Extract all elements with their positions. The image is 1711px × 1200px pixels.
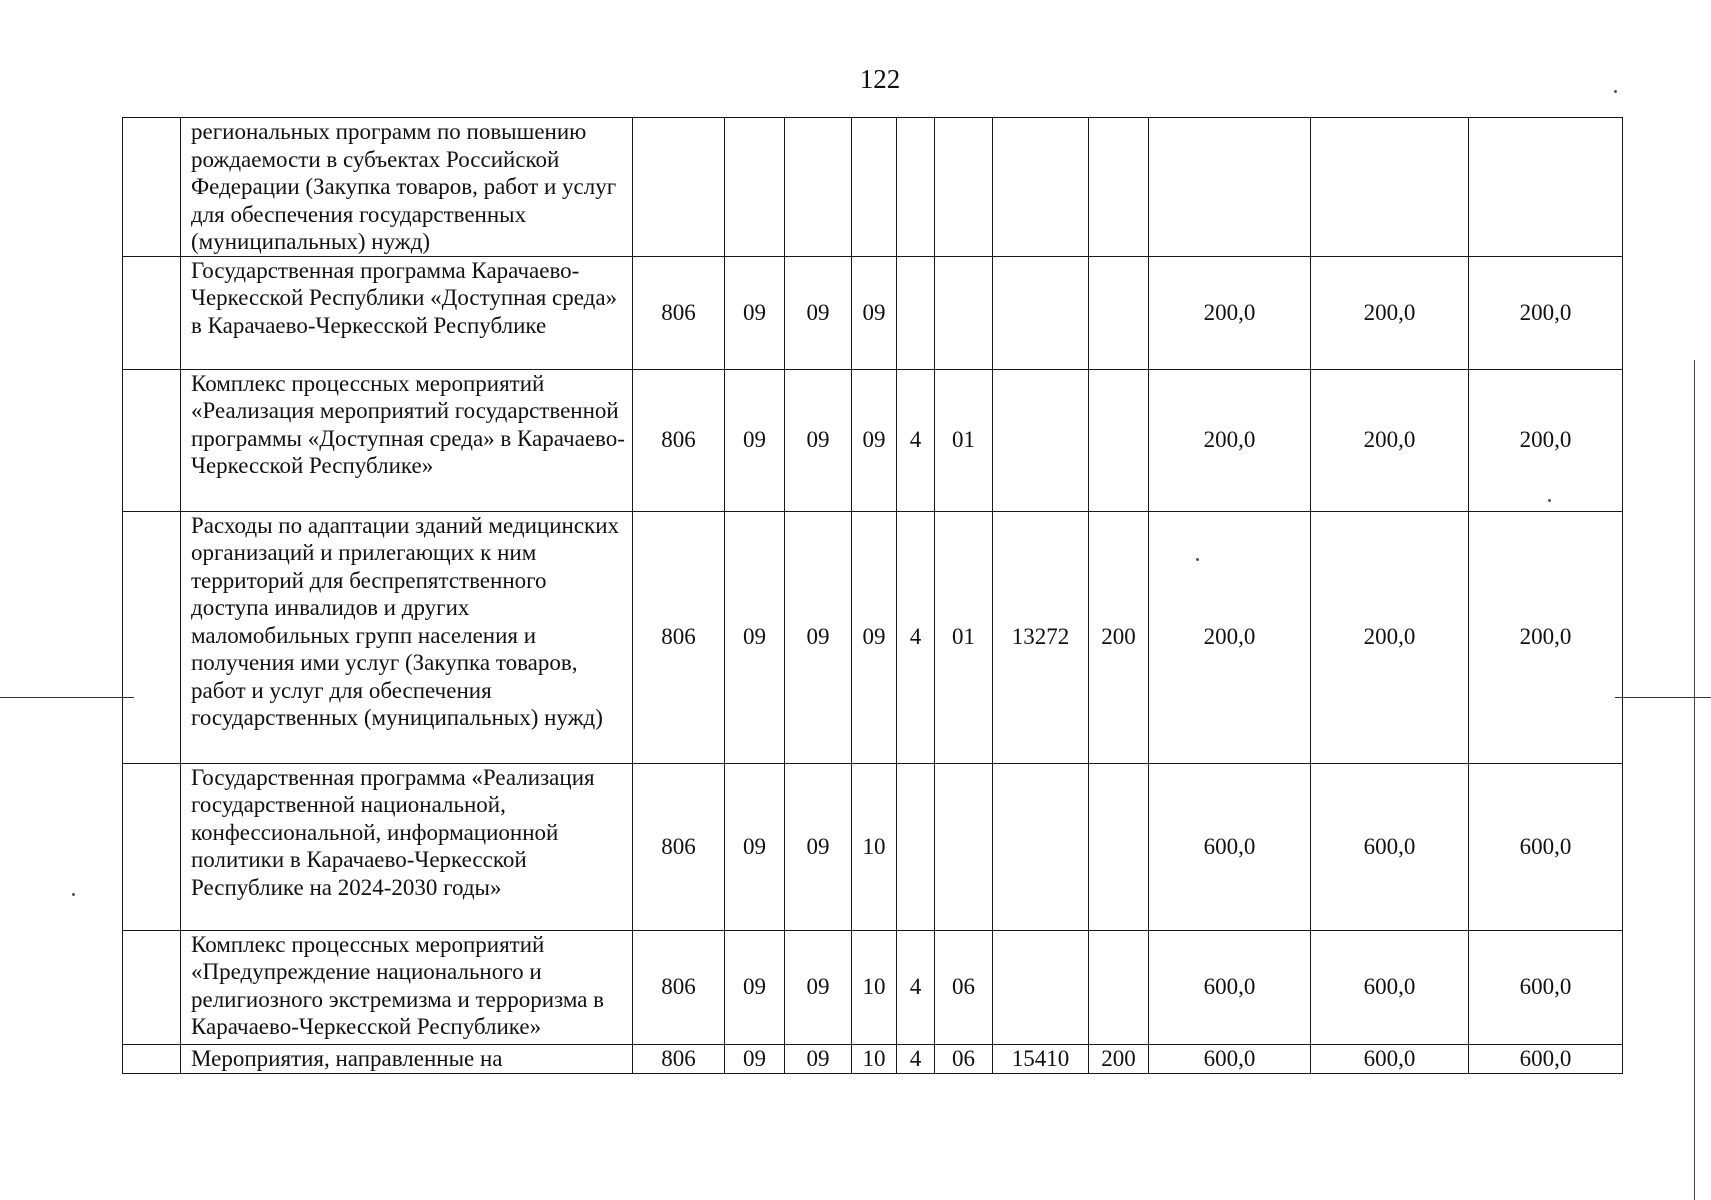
table-row [123,763,1623,930]
ved-cell: 806 [633,369,725,511]
amount-year2-cell: 600,0 [1311,763,1469,930]
table-row [123,1044,1623,1073]
ved-cell: 806 [633,930,725,1044]
item-name-cell: Государственная программа Карачаево-Черкесской Республики «Доступная среда» в Карачаево-Черкесской Республике [181,256,633,369]
section-cell: 09 [725,256,785,369]
ved-cell: 806 [633,256,725,369]
measure-code-cell: 06 [935,930,993,1044]
subprogram-code-cell [897,763,935,930]
subsection-cell: 09 [785,763,852,930]
amount-year1-cell: 600,0 [1149,930,1311,1044]
program-code-cell: 10 [852,763,897,930]
expense-type-cell [1089,930,1149,1044]
amount-year2-cell: 200,0 [1311,511,1469,763]
subsection-cell: 09 [785,511,852,763]
amount-year1-cell: 600,0 [1149,1044,1311,1073]
scan-speck [1614,90,1617,93]
program-code-cell: 09 [852,256,897,369]
amount-year1-cell: 200,0 [1149,256,1311,369]
amount-year3-cell: 200,0 [1469,256,1623,369]
direction-code-cell [993,256,1089,369]
table-row [123,511,1623,763]
expense-type-cell [1089,256,1149,369]
subsection-cell: 09 [785,930,852,1044]
direction-code-cell [993,369,1089,511]
direction-code-cell [993,930,1089,1044]
item-name-cell: Расходы по адаптации зданий медицинских организаций и прилегающих к ним территорий для беспрепятственного доступа инвалидов и других маломобильных групп населения и получения ими услуг (Закупка товаров, работ и услуг для обеспечения государственных (муниципальных) нужд) [181,511,633,763]
section-cell: 09 [725,1044,785,1073]
table-row [123,930,1623,1044]
subsection-cell: 09 [785,256,852,369]
scan-speck [1548,499,1551,502]
ved-cell: 806 [633,763,725,930]
measure-code-cell: 01 [935,511,993,763]
subsection-cell [785,118,852,257]
section-cell [725,118,785,257]
direction-code-cell: 15410 [993,1044,1089,1073]
subprogram-code-cell [897,256,935,369]
row-number-cell [123,763,181,930]
scan-margin-line [1694,360,1695,1200]
item-name-cell: Комплекс процессных мероприятий «Предупреждение национального и религиозного экстремизма и терроризма в Карачаево-Черкесской Республике» [181,930,633,1044]
section-cell: 09 [725,930,785,1044]
section-cell: 09 [725,369,785,511]
section-cell: 09 [725,763,785,930]
direction-code-cell: 13272 [993,511,1089,763]
amount-year2-cell: 600,0 [1311,1044,1469,1073]
amount-year2-cell [1311,118,1469,257]
amount-year2-cell: 200,0 [1311,256,1469,369]
expense-type-cell [1089,118,1149,257]
subprogram-code-cell: 4 [897,369,935,511]
subprogram-code-cell: 4 [897,511,935,763]
ved-cell [633,118,725,257]
table-row [123,118,1623,257]
direction-code-cell [993,118,1089,257]
row-number-cell [123,1044,181,1073]
row-number-cell [123,256,181,369]
amount-year3-cell: 200,0 [1469,369,1623,511]
item-name-cell: Комплекс процессных мероприятий «Реализация мероприятий государственной программы «Доступная среда» в Карачаево-Черкесской Республике» [181,369,633,511]
scan-speck [1196,558,1199,561]
amount-year3-cell [1469,118,1623,257]
amount-year1-cell: 200,0 [1149,511,1311,763]
expense-type-cell: 200 [1089,511,1149,763]
amount-year2-cell: 600,0 [1311,930,1469,1044]
amount-year1-cell: 200,0 [1149,369,1311,511]
measure-code-cell [935,256,993,369]
subsection-cell: 09 [785,369,852,511]
measure-code-cell: 06 [935,1044,993,1073]
scan-fold-line-right [1615,697,1711,698]
row-number-cell [123,930,181,1044]
direction-code-cell [993,763,1089,930]
expense-type-cell: 200 [1089,1044,1149,1073]
amount-year3-cell: 600,0 [1469,763,1623,930]
program-code-cell: 09 [852,369,897,511]
item-name-cell: региональных программ по повышению рождаемости в субъектах Российской Федерации (Закупка товаров, работ и услуг для обеспечения государственных (муниципальных) нужд) [181,118,633,257]
amount-year2-cell: 200,0 [1311,369,1469,511]
subprogram-code-cell [897,118,935,257]
subprogram-code-cell: 4 [897,930,935,1044]
row-number-cell [123,369,181,511]
program-code-cell [852,118,897,257]
table-row [123,256,1623,369]
subprogram-code-cell: 4 [897,1044,935,1073]
scan-speck [72,893,75,896]
measure-code-cell: 01 [935,369,993,511]
amount-year1-cell: 600,0 [1149,763,1311,930]
table-row [123,369,1623,511]
item-name-cell: Государственная программа «Реализация государственной национальной, конфессиональной, информационной политики в Карачаево-Черкесской Республике на 2024-2030 годы» [181,763,633,930]
amount-year3-cell: 200,0 [1469,511,1623,763]
ved-cell: 806 [633,511,725,763]
amount-year3-cell: 600,0 [1469,930,1623,1044]
budget-table [122,117,1623,1074]
program-code-cell: 10 [852,1044,897,1073]
measure-code-cell [935,763,993,930]
row-number-cell [123,511,181,763]
program-code-cell: 09 [852,511,897,763]
ved-cell: 806 [633,1044,725,1073]
row-number-cell [123,118,181,257]
section-cell: 09 [725,511,785,763]
expense-type-cell [1089,369,1149,511]
item-name-cell: Мероприятия, направленные на [181,1044,633,1073]
scan-fold-line-left [0,697,134,698]
program-code-cell: 10 [852,930,897,1044]
measure-code-cell [935,118,993,257]
amount-year1-cell [1149,118,1311,257]
page-number: 122 [859,64,901,94]
subsection-cell: 09 [785,1044,852,1073]
amount-year3-cell: 600,0 [1469,1044,1623,1073]
expense-type-cell [1089,763,1149,930]
